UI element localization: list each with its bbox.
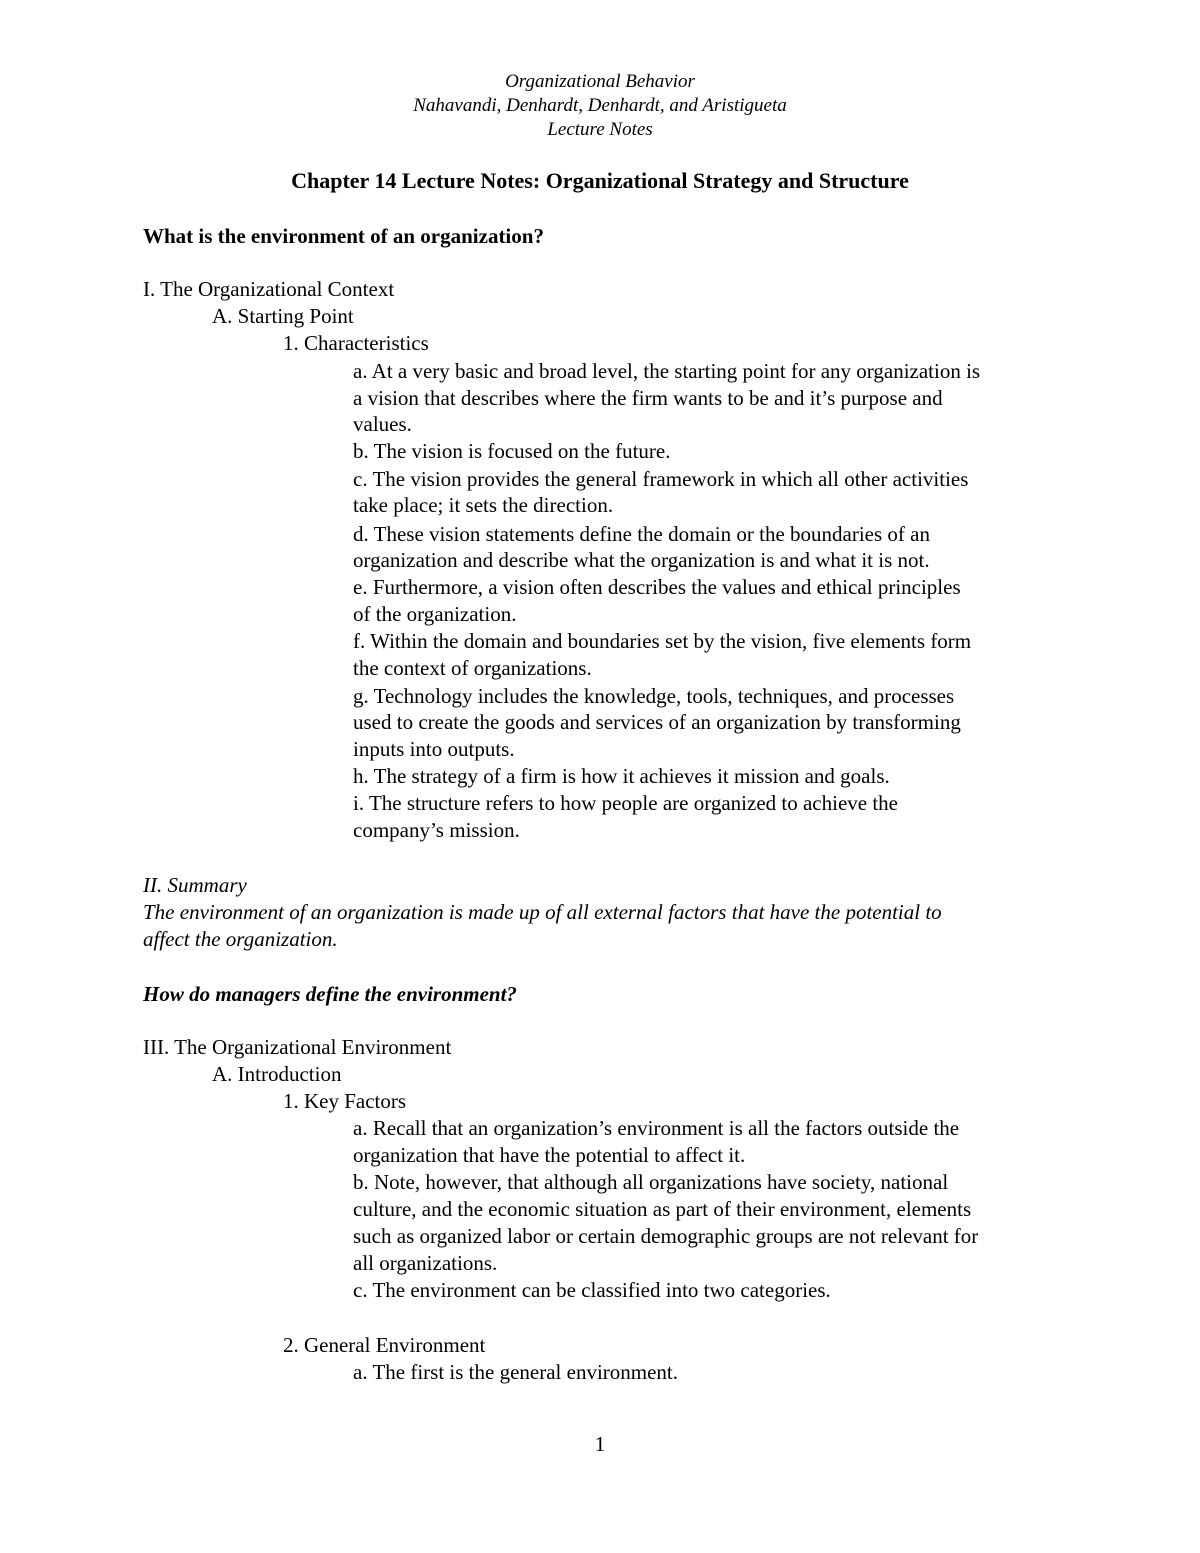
- list-item-line: values.: [353, 412, 412, 436]
- list-item-line: e. Furthermore, a vision often describes the values and ethical principles: [353, 575, 961, 599]
- list-item-line: used to create the goods and services of an organization by transforming: [353, 710, 961, 734]
- question-heading-2: How do managers define the environment?: [143, 982, 517, 1006]
- list-item-line: a. Recall that an organization’s environment is all the factors outside the: [353, 1116, 960, 1140]
- page-number: 1: [594, 1432, 606, 1456]
- header-type: Lecture Notes: [547, 119, 653, 140]
- page-title: Chapter 14 Lecture Notes: Organizational Strategy and Structure: [291, 168, 909, 193]
- section-heading-3: III. The Organizational Environment: [143, 1035, 452, 1059]
- list-item-line: b. Note, however, that although all organizations have society, national: [353, 1170, 949, 1194]
- list-item-line: take place; it sets the direction.: [353, 493, 614, 517]
- list-item-line: b. The vision is focused on the future.: [353, 439, 671, 463]
- list-item-line: culture, and the economic situation as part of their environment, elements: [353, 1197, 972, 1221]
- question-heading-1: What is the environment of an organization?: [143, 224, 544, 248]
- list-item-line: a. The first is the general environment.: [353, 1360, 679, 1384]
- summary-line: The environment of an organization is made up of all external factors that have the potential to: [143, 900, 942, 924]
- list-item-line: c. The environment can be classified into two categories.: [353, 1278, 831, 1302]
- list-item-line: the context of organizations.: [353, 656, 592, 680]
- header-authors: Nahavandi, Denhardt, Denhardt, and Aristigueta: [413, 95, 787, 116]
- list-item-line: i. The structure refers to how people are organized to achieve the: [353, 791, 898, 815]
- list-item-line: such as organized labor or certain demographic groups are not relevant for: [353, 1224, 979, 1248]
- list-item-line: organization that have the potential to affect it.: [353, 1143, 746, 1167]
- list-item-line: c. The vision provides the general framework in which all other activities: [353, 467, 969, 491]
- section-heading-1: I. The Organizational Context: [143, 277, 395, 301]
- list-item-line: all organizations.: [353, 1251, 498, 1275]
- list-item-line: h. The strategy of a firm is how it achieves it mission and goals.: [353, 764, 890, 788]
- list-item-line: a. At a very basic and broad level, the starting point for any organization is: [353, 359, 981, 383]
- list-item-heading: 1. Characteristics: [283, 331, 429, 355]
- list-item-heading: 2. General Environment: [283, 1333, 486, 1357]
- header-course: Organizational Behavior: [505, 71, 695, 92]
- list-item-line: organization and describe what the organization is and what it is not.: [353, 548, 930, 572]
- list-item-heading: 1. Key Factors: [283, 1089, 407, 1113]
- list-item-line: a vision that describes where the firm wants to be and it’s purpose and: [353, 386, 943, 410]
- list-item-line: inputs into outputs.: [353, 737, 515, 761]
- subsection-heading: A. Introduction: [212, 1062, 342, 1086]
- section-heading-2: II. Summary: [143, 873, 247, 897]
- subsection-heading: A. Starting Point: [212, 304, 354, 328]
- summary-line: affect the organization.: [143, 927, 338, 951]
- list-item-line: f. Within the domain and boundaries set by the vision, five elements form: [353, 629, 972, 653]
- list-item-line: of the organization.: [353, 602, 517, 626]
- list-item-line: g. Technology includes the knowledge, tools, techniques, and processes: [353, 684, 955, 708]
- list-item-line: d. These vision statements define the domain or the boundaries of an: [353, 522, 930, 546]
- list-item-line: company’s mission.: [353, 818, 520, 842]
